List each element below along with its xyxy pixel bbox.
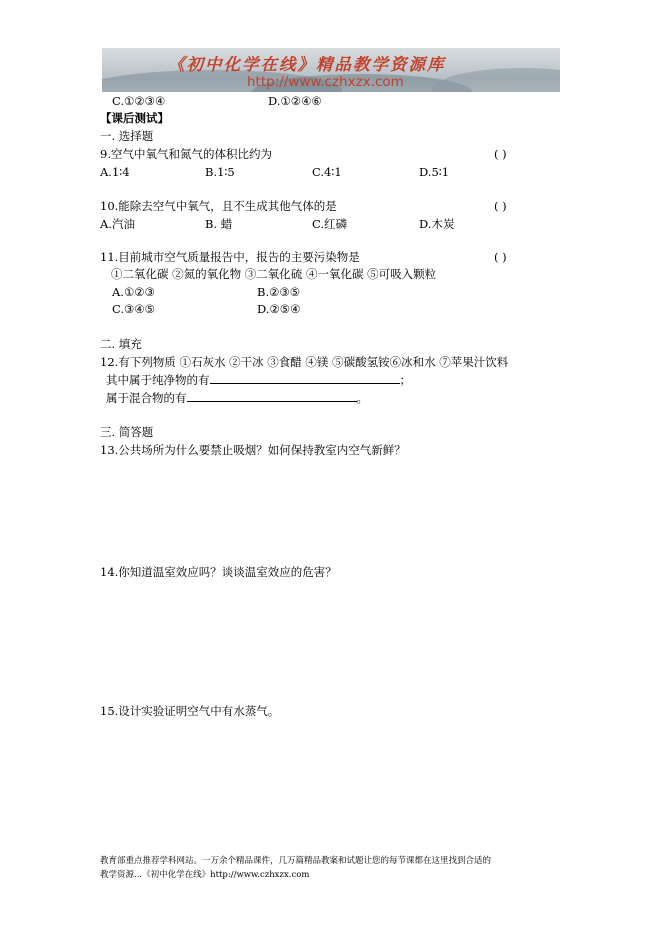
q13-stem: 13.公共场所为什么要禁止吸烟？如何保持教室内空气新鲜？ <box>100 443 406 457</box>
q9-option-b: B.1∶5 <box>205 165 235 179</box>
q12-mix-end: 。 <box>356 391 368 405</box>
prev-option-d: D.①②④⑥ <box>268 94 322 108</box>
q12-mix-blank[interactable] <box>187 390 357 402</box>
banner-url[interactable]: http://www.czhxzx.com <box>247 74 404 90</box>
q9-option-c: C.4∶1 <box>312 165 342 179</box>
q10-option-b: B. 蜡 <box>205 217 233 231</box>
q9-option-a: A.1∶4 <box>100 165 130 179</box>
footer-line-2: 教学资源...《初中化学在线》http://www.czhxzx.com <box>100 870 310 880</box>
q15-stem: 15.设计实验证明空气中有水蒸气。 <box>100 704 280 718</box>
q12-mix-label: 属于混合物的有 <box>106 391 187 405</box>
section-header: 【课后测试】 <box>100 111 169 125</box>
q12-mix-row <box>106 390 368 405</box>
q11-option-d: D.②⑤④ <box>257 302 301 316</box>
q11-answer-paren: ( ) <box>494 250 507 264</box>
footer-line-1: 教育部重点推荐学科网站。一万余个精品课件，几万篇精品教案和试题让您的每节课都在这里找到合适的 <box>100 856 492 866</box>
part3-heading: 三. 简答题 <box>100 425 154 439</box>
q11-option-b: B.②③⑤ <box>257 285 301 299</box>
q10-option-a: A.汽油 <box>100 217 135 231</box>
prev-option-c: C.①②③④ <box>112 94 166 108</box>
q10-answer-paren: ( ) <box>494 199 507 213</box>
q11-items: ①二氧化碳 ②氮的氧化物 ③二氧化硫 ④一氧化碳 ⑤可吸入颗粒 <box>111 267 437 281</box>
q10-stem: 10.能除去空气中氧气，且不生成其他气体的是 <box>100 199 337 213</box>
q11-option-c: C.③④⑤ <box>112 302 155 316</box>
q14-stem: 14.你知道温室效应吗？谈谈温室效应的危害？ <box>100 565 337 579</box>
header-banner <box>102 48 560 92</box>
q12-pure-label: 其中属于纯净物的有 <box>106 373 210 387</box>
q12-pure-blank[interactable] <box>210 372 400 384</box>
q11-stem: 11.目前城市空气质量报告中，报告的主要污染物是 <box>100 250 360 264</box>
q12-pure-row <box>106 372 411 387</box>
q9-option-d: D.5∶1 <box>419 165 450 179</box>
q11-option-a: A.①②③ <box>112 285 155 299</box>
banner-mountain <box>432 68 560 92</box>
part1-heading: 一. 选择题 <box>100 129 154 143</box>
q9-answer-paren: ( ) <box>494 147 507 161</box>
part2-heading: 二. 填充 <box>100 337 142 351</box>
q9-stem: 9.空气中氧气和氮气的体积比约为 <box>100 147 272 161</box>
banner-title: 《初中化学在线》精品教学资源库 <box>168 55 446 74</box>
q12-pure-end: ； <box>399 373 411 387</box>
q10-option-d: D.木炭 <box>419 217 455 231</box>
q12-stem: 12.有下列物质 ①石灰水 ②干冰 ③食醋 ④镁 ⑤碳酸氢铵⑥冰和水 ⑦苹果汁饮料 <box>100 355 509 369</box>
q10-option-c: C.红磷 <box>312 217 348 231</box>
